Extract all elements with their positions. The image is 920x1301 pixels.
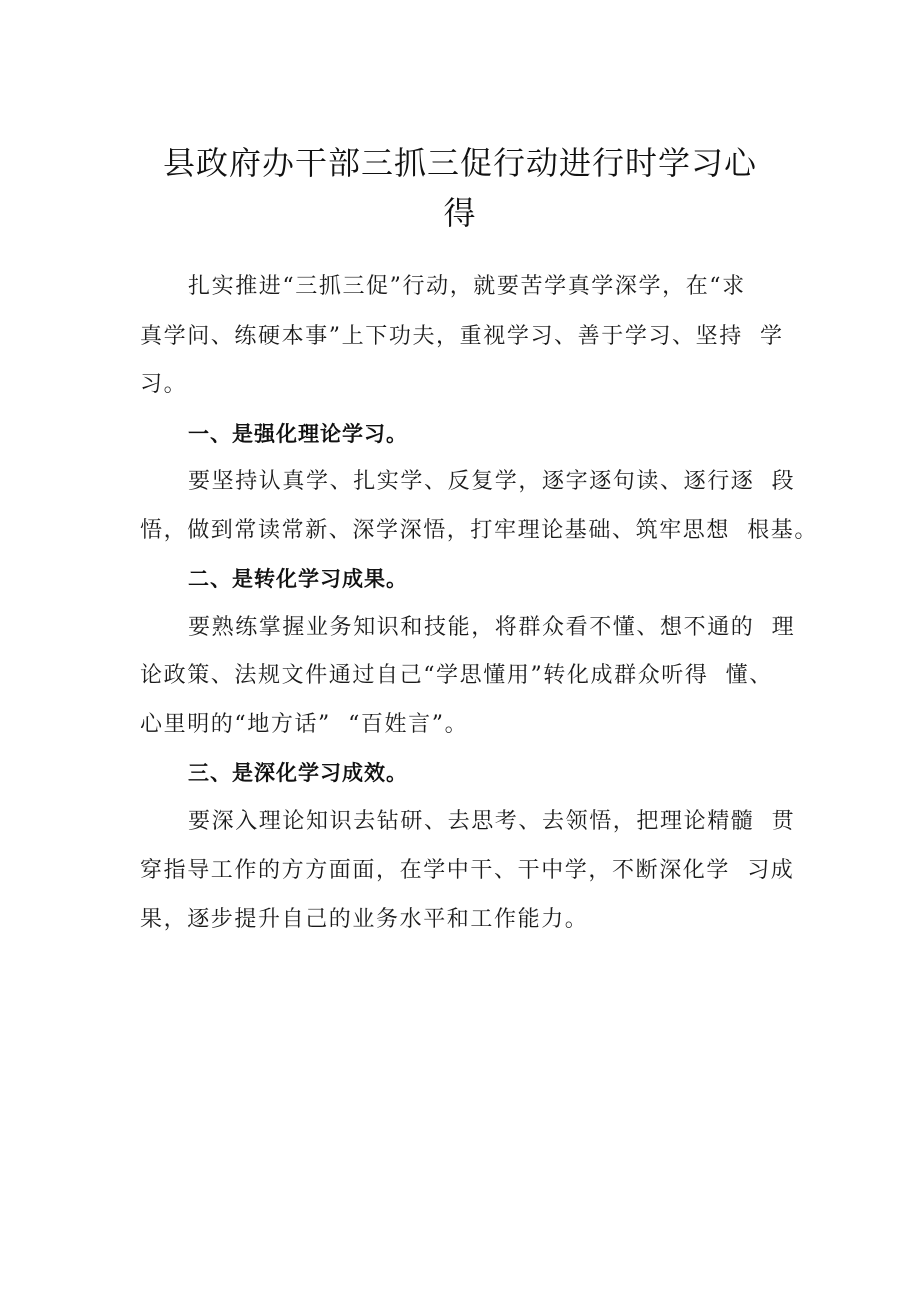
section-2-line-2: 论政策、法规文件通过自己“学思懂用”转化成群众听得 懂、 — [140, 663, 773, 688]
section-3-line-2: 穿指导工作的方方面面，在学中干、干中学，不断深化学 习成 — [140, 858, 795, 883]
section-heading-2: 二、是转化学习成果。 — [188, 567, 408, 591]
document-title — [150, 138, 770, 238]
intro-line-3: 习。 — [140, 372, 188, 397]
section-1-line-1: 要坚持认真学、扎实学、反复学，逐字逐句读、逐行逐 段 — [188, 469, 796, 494]
section-2-line-3: 心里明的“地方话” “百姓言”。 — [140, 712, 469, 737]
section-heading-3: 三、是深化学习成效。 — [188, 761, 408, 785]
title-line-2: 得 — [443, 194, 477, 232]
title-line-1: 县政府办干部三抓三促行动进行时学习心 — [162, 144, 757, 182]
intro-line-2: 真学问、练硬本事”上下功夫，重视学习、善于学习、坚持 学 — [140, 324, 784, 349]
section-3-line-3: 果，逐步提升自己的业务水平和工作能力。 — [140, 907, 589, 932]
section-3-line-1: 要深入理论知识去钻研、去思考、去领悟，把理论精髓 贯 — [188, 809, 796, 834]
section-2-line-1: 要熟练掌握业务知识和技能，将群众看不懂、想不通的 理 — [188, 615, 796, 640]
section-1-line-2: 悟，做到常读常新、深学深悟，打牢理论基础、筑牢思想 根基。 — [140, 518, 818, 543]
intro-line-1: 扎实推进“三抓三促”行动，就要苦学真学深学，在“求 — [188, 274, 746, 299]
section-heading-1: 一、是强化理论学习。 — [188, 422, 408, 446]
